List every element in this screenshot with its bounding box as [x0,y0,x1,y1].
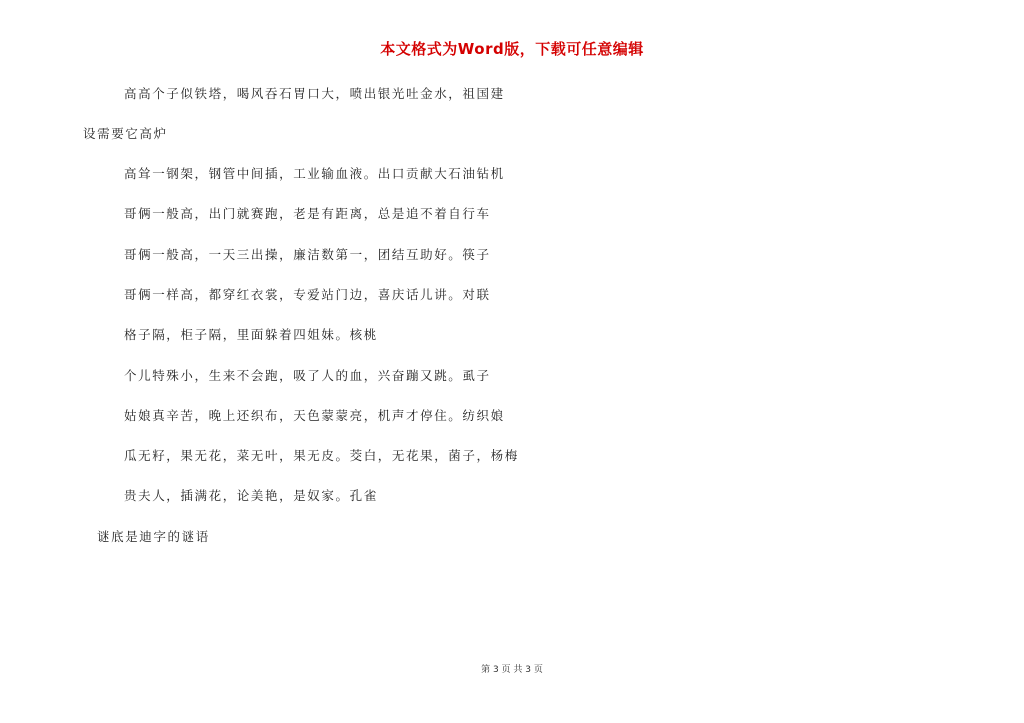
riddle-line-5: 哥俩一样高，都穿红衣裳，专爱站门边，喜庆话儿讲。对联 [124,287,491,302]
section-heading: 谜底是迪字的谜语 [97,529,210,544]
riddle-line-10: 贵夫人，插满花，论美艳，是奴家。孔雀 [124,488,378,503]
riddle-line-6: 格子隔，柜子隔，里面躲着四姐妹。核桃 [124,327,378,342]
riddle-line-1-continued: 设需要它高炉 [83,126,168,141]
riddle-line-3: 哥俩一般高，出门就赛跑，老是有距离，总是追不着自行车 [124,206,491,221]
riddle-line-9: 瓜无籽，果无花，菜无叶，果无皮。茭白，无花果，菌子，杨梅 [124,448,519,463]
riddle-line-1: 高高个子似铁塔，喝风吞石胃口大，喷出银光吐金水，祖国建 [124,86,505,101]
riddle-line-4: 哥俩一般高，一天三出操，廉洁数第一，团结互助好。筷子 [124,247,491,262]
riddle-line-7: 个儿特殊小，生来不会跑，吸了人的血，兴奋蹦又跳。虱子 [124,368,491,383]
riddle-line-8: 姑娘真辛苦，晚上还织布，天色蒙蒙亮，机声才停住。纺织娘 [124,408,505,423]
page-number-footer: 第 3 页 共 3 页 [481,665,543,675]
riddle-line-2: 高耸一钢架，钢管中间插，工业输血液。出口贡献大石油钻机 [124,166,505,181]
document-header-title: 本文格式为Word版，下载可任意编辑 [380,40,644,58]
